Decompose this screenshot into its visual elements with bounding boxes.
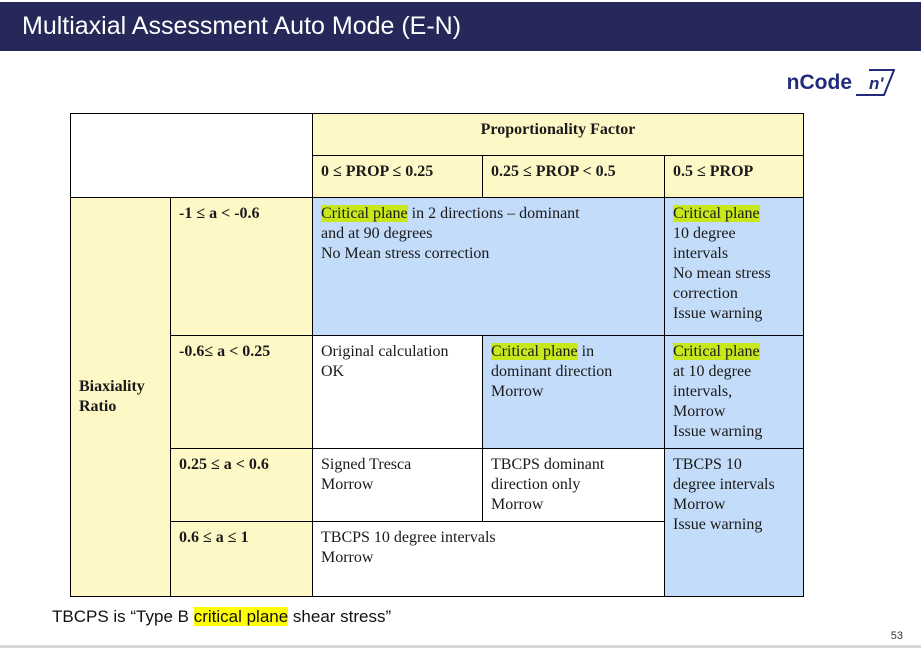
cell-line: correction — [673, 285, 738, 302]
cell-r3-r4-prop-high — [665, 449, 804, 597]
slide-title: Multiaxial Assessment Auto Mode (E-N) — [22, 12, 462, 40]
cell-line: TBCPS dominant — [491, 456, 605, 473]
highlight-term: Critical plane — [673, 343, 760, 360]
cell-r3-prop-low — [313, 449, 483, 522]
cell-line: Morrow — [491, 383, 544, 400]
cell-line: TBCPS 10 degree intervals — [321, 529, 496, 546]
cell-line: Morrow — [673, 496, 726, 513]
cell-line: Morrow — [491, 496, 544, 513]
cell-line: intervals — [673, 245, 729, 262]
cell-line: OK — [321, 363, 345, 380]
biaxiality-ratio-header — [71, 198, 171, 597]
prop-col-header: 0.5 ≤ PROP — [665, 156, 804, 198]
cell-line: at 10 degree — [673, 363, 752, 380]
cell-r2-prop-low — [313, 336, 483, 449]
cell-line: No mean stress — [673, 265, 771, 282]
biax-header-line: Biaxiality — [79, 378, 145, 395]
svg-text:n': n' — [869, 74, 884, 93]
logo-text: nCode — [786, 71, 852, 94]
cell-r2-prop-mid: Critical plane in dominant direction Morrow — [483, 336, 665, 449]
cell-line: direction only — [491, 476, 581, 493]
cell-line: Morrow — [321, 476, 374, 493]
biax-header-line: Ratio — [79, 398, 117, 415]
cell-line: dominant direction — [491, 363, 613, 380]
biax-row-label: 0.6 ≤ a ≤ 1 — [171, 522, 313, 597]
prop-factor-header: Proportionality Factor — [313, 114, 804, 156]
ncode-logo — [787, 66, 895, 100]
cell-line: Signed Tresca — [321, 456, 412, 473]
cell-line: Morrow — [673, 403, 726, 420]
footnote: TBCPS is “Type B critical plane shear stress” — [52, 607, 392, 626]
cell-line: 10 degree — [673, 225, 736, 242]
cell-line: intervals, — [673, 383, 733, 400]
cell-r3-prop-mid — [483, 449, 665, 522]
slide-title-bar — [0, 2, 921, 51]
cell-line: Issue warning — [673, 305, 763, 322]
cell-line: Morrow — [321, 549, 374, 566]
cell-line: Original calculation — [321, 343, 449, 360]
biax-row-label: -1 ≤ a < -0.6 — [171, 198, 313, 336]
multiaxial-mode-table — [70, 113, 804, 597]
ncode-logo-mark-icon — [855, 68, 895, 98]
cell-line: Issue warning — [673, 516, 763, 533]
highlight-term: critical plane — [193, 607, 289, 626]
cell-r2-prop-high — [665, 336, 804, 449]
highlight-term: Critical plane — [491, 343, 578, 360]
cell-line: and at 90 degrees — [321, 225, 433, 242]
biax-row-label: -0.6≤ a < 0.25 — [171, 336, 313, 449]
prop-col-header: 0 ≤ PROP ≤ 0.25 — [313, 156, 483, 198]
page-number: 53 — [890, 630, 903, 642]
cell-line: TBCPS 10 — [673, 456, 742, 473]
highlight-term: Critical plane — [673, 205, 760, 222]
cell-line: No Mean stress correction — [321, 245, 490, 262]
cell-r4-prop-low-mid — [313, 522, 665, 597]
table-corner-cell — [71, 114, 313, 198]
highlight-term: Critical plane — [321, 205, 408, 222]
cell-r1-prop-low-mid: Critical plane in 2 directions – dominant and at 90 degrees No Mean stress correction — [313, 198, 665, 336]
cell-r1-prop-high — [665, 198, 804, 336]
cell-line: Issue warning — [673, 423, 763, 440]
prop-col-header: 0.25 ≤ PROP < 0.5 — [483, 156, 665, 198]
biax-row-label: 0.25 ≤ a < 0.6 — [171, 449, 313, 522]
cell-line: degree intervals — [673, 476, 775, 493]
